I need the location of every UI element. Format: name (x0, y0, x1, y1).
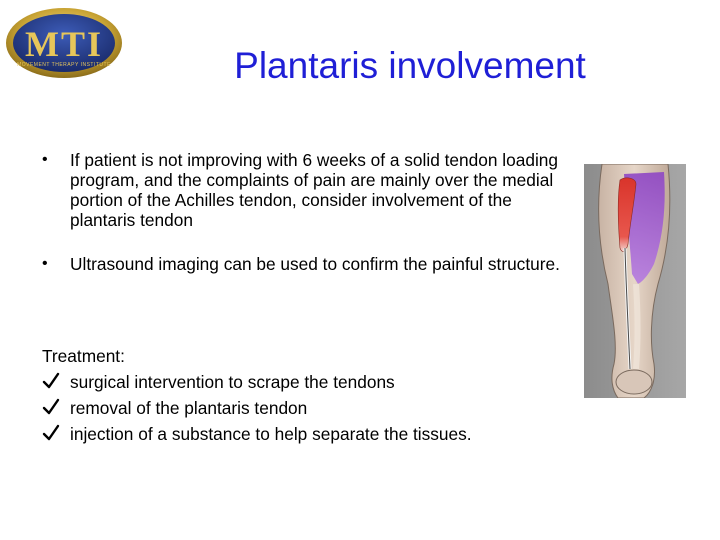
treatment-item-text: removal of the plantaris tendon (70, 398, 308, 418)
treatment-list (42, 369, 602, 447)
slide-title: Plantaris involvement (234, 45, 586, 86)
treatment-item (42, 421, 602, 447)
treatment-item-text: injection of a substance to help separate the tissues. (70, 424, 472, 444)
treatment-section (42, 343, 602, 447)
mti-logo-graphic (4, 6, 124, 80)
check-icon (42, 397, 60, 417)
check-icon (42, 423, 60, 443)
bullet-dot-icon: • (42, 151, 48, 168)
treatment-heading: Treatment: (42, 346, 125, 366)
bullet-text: If patient is not improving with 6 weeks of a solid tendon loading program, and the complaints of pain are mainly over the medial portion of the Achilles tendon, consider involvement of the plantaris tendon (70, 150, 559, 230)
lower-leg-anatomy-icon (584, 164, 686, 398)
treatment-item (42, 395, 602, 421)
mti-logo (4, 6, 124, 80)
treatment-item (42, 369, 602, 395)
logo-tagline: MOVEMENT THERAPY INSTITUTE (17, 62, 111, 68)
bullet-text: Ultrasound imaging can be used to confirm the painful structure. (70, 254, 560, 274)
treatment-item-text: surgical intervention to scrape the tendons (70, 372, 395, 392)
bullet-dot-icon: • (42, 255, 48, 272)
bullet-list (42, 150, 582, 298)
logo-letters: MTI (25, 24, 103, 64)
check-icon (42, 371, 60, 391)
lower-leg-illustration (584, 164, 686, 398)
bullet-item (42, 254, 582, 274)
bullet-item (42, 150, 582, 230)
